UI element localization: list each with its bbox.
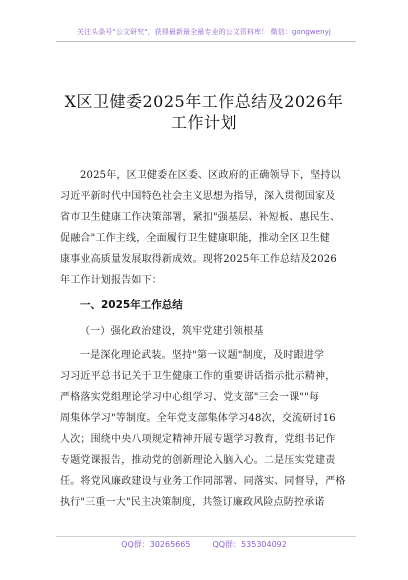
para2-line-1: 一是深化理论武装。坚持"第一议题"制度，及时跟进学 — [80, 350, 325, 361]
intro-line-4: 促融合"工作主线，全面履行卫生健康职能，推动全区卫生健 — [60, 233, 330, 244]
para2-line-7: 任。将党风廉政建设与业务工作同部署、同落实、同督导，严格 — [60, 476, 346, 487]
para2-line-5: 人次；围绕中央八项规定精神开展专题学习教育，党组书记作 — [60, 434, 336, 445]
intro-line-6: 年工作计划报告如下： — [60, 275, 162, 286]
footer-qq-group-2: QQ群：535304092 — [212, 540, 287, 549]
para2-line-3: 严格落实党组理论学习中心组学习、党支部"三会一课""每 — [60, 392, 320, 403]
intro-line-3: 省市卫生健康工作决策部署，紧扣"强基层、补短板、惠民生、 — [60, 212, 341, 223]
header-divider — [56, 41, 356, 42]
footer-qq-group-1: QQ群：30265665 — [121, 540, 191, 549]
intro-line-1: 2025年，区卫健委在区委、区政府的正确领导下，坚持以 — [80, 170, 341, 181]
section-heading-1: 一、2025年工作总结 — [80, 299, 183, 311]
footer-contact — [0, 539, 408, 550]
subsection-heading-1: （一）强化政治建设，筑牢党建引领根基 — [80, 326, 264, 337]
para2-line-4: 周集体学习"等制度。全年党支部集体学习48次，交流研讨16 — [60, 413, 336, 424]
document-title-line-1: X区卫健委2025年工作总结及2026年 — [64, 92, 344, 111]
para2-line-2: 习习近平总书记关于卫生健康工作的重要讲话指示批示精神， — [60, 371, 336, 382]
intro-line-5: 康事业高质量发展取得新成效。现将2025年工作总结及2026 — [60, 254, 337, 265]
para2-line-6: 专题党课报告，推动党的创新理论入脑入心。二是压实党建责 — [60, 455, 336, 466]
document-title-line-2: 工作计划 — [170, 113, 237, 132]
footer-divider — [56, 536, 356, 537]
header-promo-note: 关注头条号"公文研究"，获得最新最全最专业的公文资料库！ 微信：gongwenyj — [77, 28, 331, 36]
para2-line-8: 执行"三重一大"民主决策制度，共签订廉政风险点防控承诺 — [60, 497, 325, 508]
intro-line-2: 习近平新时代中国特色社会主义思想为指导，深入贯彻国家及 — [60, 191, 336, 202]
